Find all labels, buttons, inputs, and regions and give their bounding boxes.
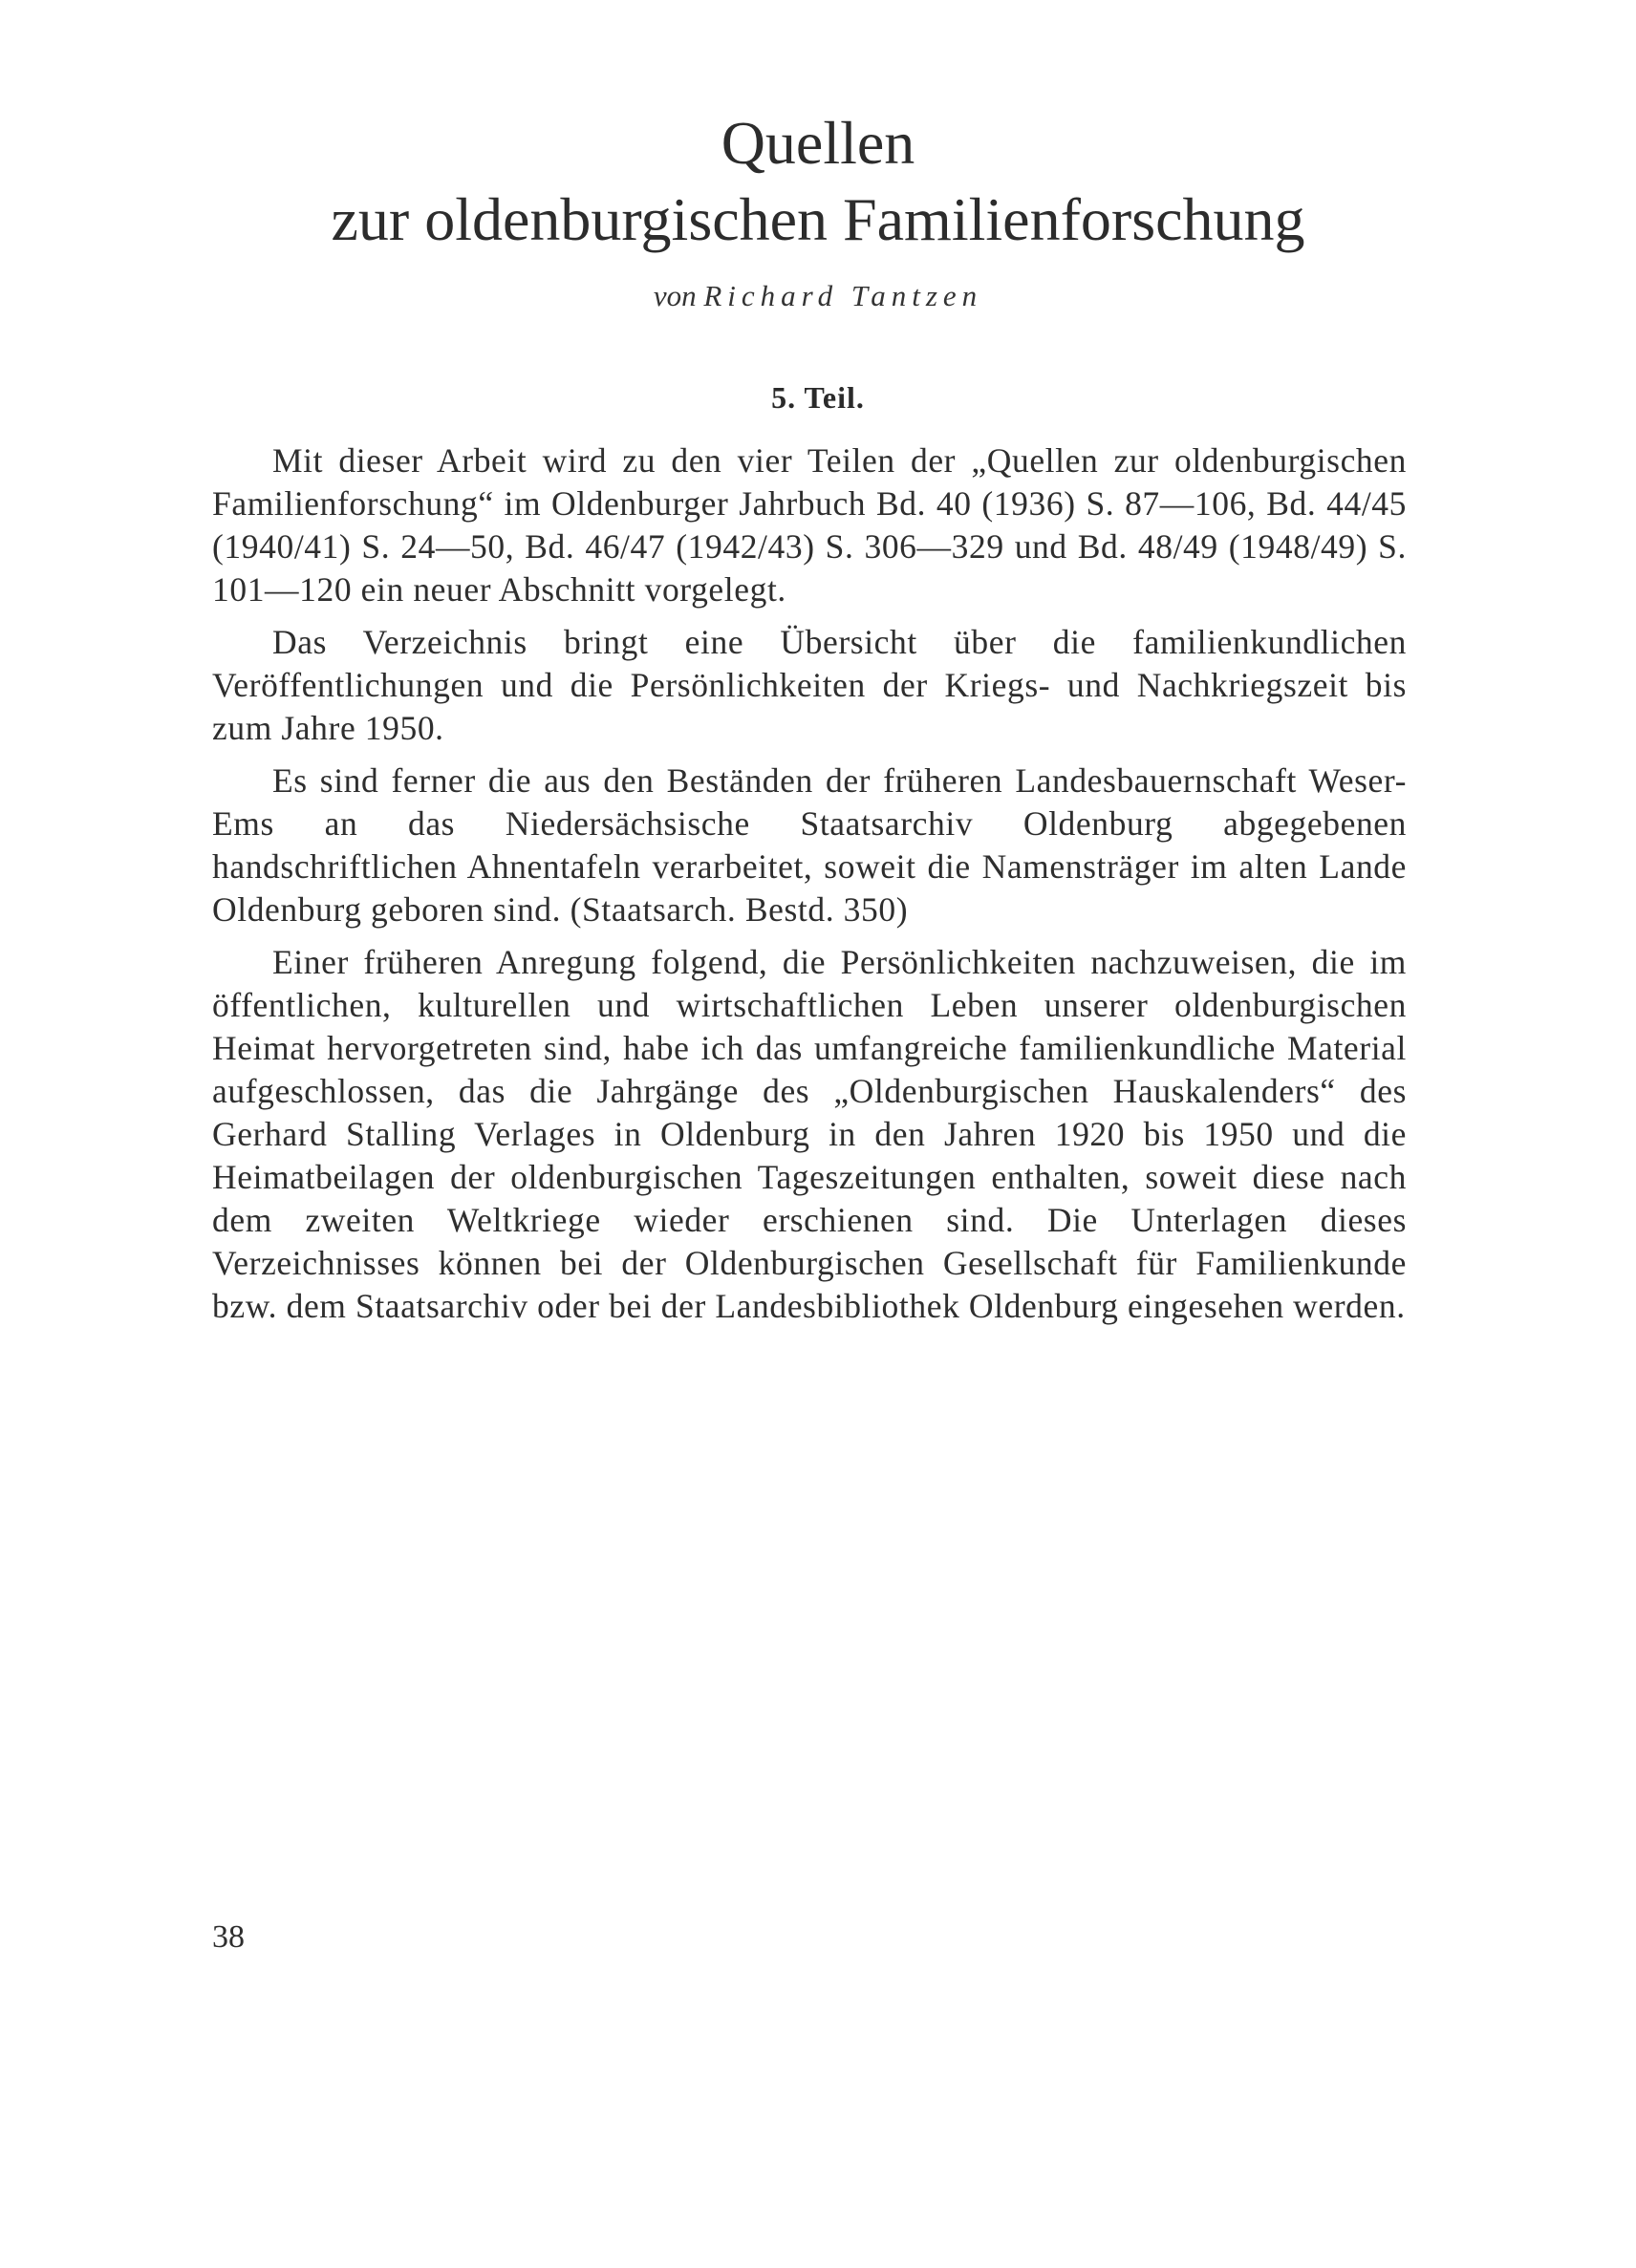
- paragraph: Es sind ferner die aus den Beständen der früheren Landesbauernschaft Weser-Ems an das Niedersächsische Staatsarchiv Oldenburg abgegebenen handschriftlichen Ahnentafeln verarbeitet, soweit die Namensträger im alten Lande Oldenburg geboren sind. (Staatsarch. Bestd. 350): [212, 761, 1407, 929]
- paragraph: Das Verzeichnis bringt eine Übersicht über die familienkundlichen Veröffentlichungen und die Persönlichkeiten der Kriegs- und Nachkriegszeit bis zum Jahre 1950.: [212, 623, 1407, 747]
- title-line-2: zur oldenburgischen Familienforschung: [331, 185, 1305, 253]
- paragraph: Mit dieser Arbeit wird zu den vier Teilen der „Quellen zur oldenburgischen Familienforschung“ im Oldenburger Jahrbuch Bd. 40 (1936) S. 87—106, Bd. 44/45 (1940/41) S. 24—50, Bd. 46/47 (1942/43) S. 306—329 und Bd. 48/49 (1948/49) S. 101—120 ein neuer Abschnitt vorgelegt.: [212, 441, 1407, 609]
- author-line: [0, 277, 1636, 315]
- author-name: Richard Tantzen: [703, 279, 983, 312]
- body-text: [212, 439, 1407, 1337]
- section-heading: 5. Teil.: [771, 380, 865, 415]
- title-line-1: Quellen: [721, 109, 915, 177]
- page-number: 38: [212, 1919, 245, 1955]
- paragraph: Einer früheren Anregung folgend, die Persönlichkeiten nachzuweisen, die im öffentlichen, kulturellen und wirtschaftlichen Leben unserer oldenburgischen Heimat hervorgetreten sind, habe ich das umfangreiche familienkundliche Material aufgeschlossen, das die Jahrgänge des „Oldenburgischen Hauskalenders“ des Gerhard Stalling Verlages in Oldenburg in den Jahren 1920 bis 1950 und die Heimatbeilagen der oldenburgischen Tageszeitungen enthalten, soweit diese nach dem zweiten Weltkriege wieder erschienen sind. Die Unterlagen dieses Verzeichnisses können bei der Oldenburgischen Gesellschaft für Familienkunde bzw. dem Staatsarchiv oder bei der Landesbibliothek Oldenburg eingesehen werden.: [212, 943, 1407, 1325]
- author-prefix: von: [653, 279, 697, 312]
